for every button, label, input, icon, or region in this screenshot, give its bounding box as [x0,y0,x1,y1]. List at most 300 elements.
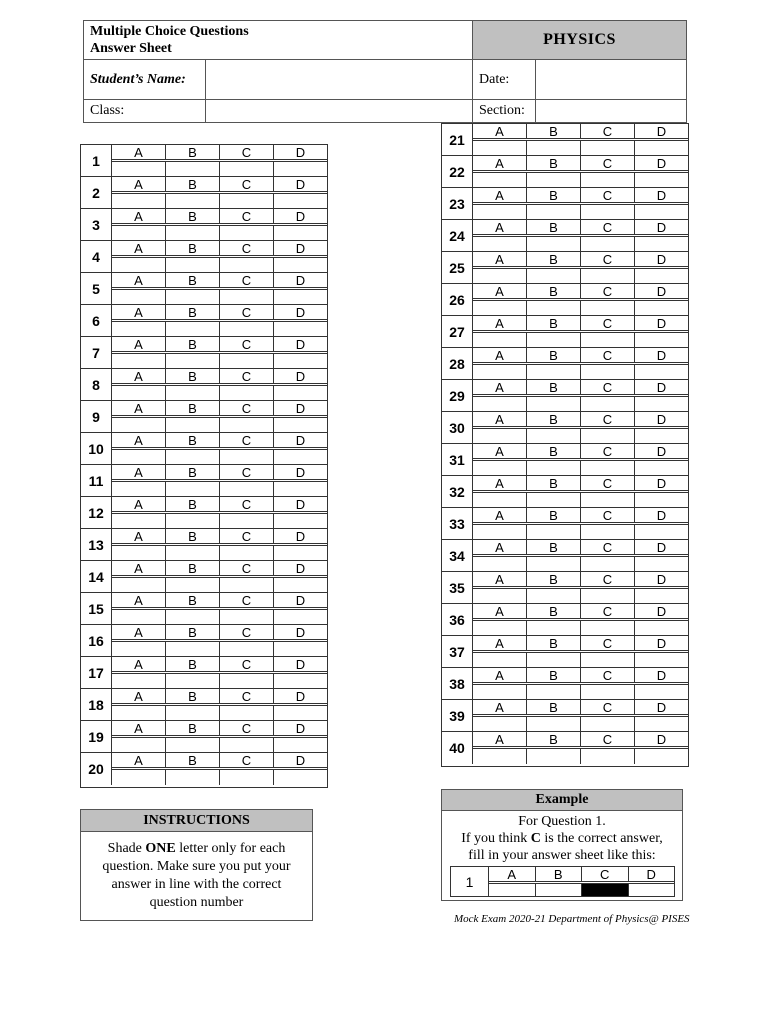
answer-bubble-c[interactable] [220,193,274,208]
answer-bubble-c[interactable] [581,236,635,251]
answer-bubble-d[interactable] [274,577,327,592]
option-label-b: B [527,476,581,490]
answer-bubble-c[interactable] [220,577,274,592]
answer-bubble-b[interactable] [527,652,581,667]
answer-bubble-c[interactable] [220,353,274,368]
answer-bubble-b[interactable] [527,492,581,507]
question-number: 36 [442,604,473,635]
option-bubbles [473,523,688,539]
answer-bubble-a[interactable] [473,172,527,187]
option-label-b: B [166,593,220,607]
example-line2-emphasis: C [530,831,541,846]
answer-bubble-a[interactable] [473,684,527,699]
answer-bubble-c[interactable] [581,428,635,443]
answer-bubble-a[interactable] [112,449,166,464]
question-row [81,497,327,529]
option-label-a: A [473,380,527,394]
answer-bubble-d[interactable] [274,673,327,688]
answer-bubble-b[interactable] [166,641,220,656]
option-label-a: A [473,732,527,746]
option-label-b: B [527,732,581,746]
answer-bubble-c[interactable] [220,449,274,464]
answer-bubble-b[interactable] [166,513,220,528]
answer-bubble-a[interactable] [112,641,166,656]
option-label-d: D [295,720,306,736]
answer-bubble-c[interactable] [220,417,274,432]
question-row [442,380,688,412]
option-label-d: D [656,507,667,523]
subject-title: PHYSICS [473,21,686,59]
answer-bubble-c[interactable] [220,673,274,688]
answer-bubble-c[interactable] [581,716,635,731]
answer-bubble-d[interactable] [274,513,327,528]
option-label-b: B [166,657,220,671]
answer-bubble-c[interactable] [220,385,274,400]
answer-bubble-c[interactable] [581,396,635,411]
answer-bubble-d[interactable] [635,716,688,731]
answer-bubble-c[interactable] [220,769,274,785]
answer-bubble-b[interactable] [527,364,581,379]
answer-bubble-d[interactable] [274,353,327,368]
option-label-b: B [166,689,220,703]
answer-bubble-d[interactable] [635,748,688,764]
answer-bubble-b[interactable] [166,769,220,785]
answer-bubble-c[interactable] [220,513,274,528]
answer-bubble-c[interactable] [220,545,274,560]
question-row [442,316,688,348]
answer-bubble-a[interactable] [473,364,527,379]
answer-bubble-d[interactable] [274,481,327,496]
answer-bubble-a[interactable] [112,161,166,176]
answer-bubble-a[interactable] [112,257,166,272]
answer-options [112,177,327,208]
question-row [442,412,688,444]
answer-bubble-d[interactable] [635,652,688,667]
answer-bubble-d[interactable] [635,172,688,187]
question-row [81,657,327,689]
answer-bubble-d[interactable] [274,769,327,785]
answer-options [112,689,327,720]
question-row [442,156,688,188]
answer-bubble-b[interactable] [166,577,220,592]
answer-bubble-c[interactable] [220,161,274,176]
answer-bubble-d[interactable] [274,705,327,720]
answer-bubble-a[interactable] [473,556,527,571]
answer-bubble-c[interactable] [581,588,635,603]
answer-bubble-b[interactable] [527,460,581,475]
answer-bubble-b[interactable] [527,172,581,187]
answer-bubble-a[interactable] [112,769,166,785]
answer-bubble-d[interactable] [635,588,688,603]
date-field[interactable] [536,60,686,99]
answer-bubble-c[interactable] [220,321,274,336]
answer-bubble-a[interactable] [489,883,536,896]
option-bubbles [473,203,688,219]
question-row [81,145,327,177]
option-label-b: B [527,508,581,522]
answer-bubble-d[interactable] [274,385,327,400]
question-row [442,444,688,476]
answer-bubble-d[interactable] [635,492,688,507]
option-labels [112,145,327,160]
option-label-d: D [656,539,667,555]
answer-bubble-b[interactable] [166,321,220,336]
option-bubbles [473,363,688,379]
answer-bubble-d[interactable] [629,883,675,896]
answer-bubble-d[interactable] [635,268,688,283]
answer-bubble-b[interactable] [166,193,220,208]
option-label-c: C [581,188,635,202]
answer-bubble-d[interactable] [635,140,688,155]
question-row [81,401,327,433]
question-number: 20 [81,753,112,785]
option-labels [473,348,688,363]
option-bubbles [473,139,688,155]
header-title-row [84,21,686,60]
option-label-b: B [166,209,220,223]
answer-bubble-a[interactable] [473,236,527,251]
answer-options [473,348,688,379]
answer-bubble-d[interactable] [635,364,688,379]
option-labels [473,540,688,555]
answer-bubble-b[interactable] [527,428,581,443]
answer-bubble-a[interactable] [112,289,166,304]
answer-bubble-c[interactable] [581,652,635,667]
option-label-b: B [166,305,220,319]
answer-bubble-b[interactable] [166,705,220,720]
answer-bubble-b[interactable] [527,140,581,155]
option-label-c: C [220,273,274,287]
answer-bubble-c[interactable] [581,172,635,187]
question-number: 19 [81,721,112,752]
answer-bubble-a[interactable] [473,140,527,155]
option-label-c: C [581,252,635,266]
option-label-d: D [656,411,667,427]
answer-bubble-a[interactable] [473,748,527,764]
option-bubbles [473,331,688,347]
answer-bubble-a[interactable] [112,705,166,720]
question-row [81,305,327,337]
answer-bubble-b[interactable] [527,300,581,315]
answer-bubble-b[interactable] [166,737,220,752]
instructions-text [81,832,312,912]
option-label-b: B [166,369,220,383]
answer-bubble-d[interactable] [635,236,688,251]
answer-bubble-b[interactable] [166,289,220,304]
answer-bubble-b[interactable] [527,332,581,347]
option-label-a: A [473,572,527,586]
option-labels [473,508,688,523]
option-labels [489,867,674,882]
option-labels [112,497,327,512]
option-labels [473,732,688,747]
answer-bubble-c[interactable] [220,257,274,272]
answer-bubble-a[interactable] [112,385,166,400]
answer-bubble-d[interactable] [274,449,327,464]
answer-options [473,700,688,731]
answer-bubble-c[interactable] [581,204,635,219]
answer-bubble-b[interactable] [536,883,583,896]
option-label-a: A [112,689,166,703]
answer-bubble-c[interactable] [581,140,635,155]
answer-bubble-a[interactable] [473,332,527,347]
option-label-a: A [473,508,527,522]
option-labels [112,689,327,704]
option-label-a: A [473,700,527,714]
sheet-title-line1: Multiple Choice Questions [90,24,249,39]
answer-options [473,188,688,219]
answer-bubble-b[interactable] [166,673,220,688]
answer-bubble-b[interactable] [527,684,581,699]
question-row [81,561,327,593]
answer-bubble-c[interactable] [581,748,635,764]
answer-bubble-c[interactable] [581,556,635,571]
option-bubbles [473,235,688,251]
option-labels [112,241,327,256]
answer-bubble-a[interactable] [112,353,166,368]
answer-bubble-c[interactable] [581,492,635,507]
option-label-a: A [112,273,166,287]
answer-bubble-d[interactable] [635,204,688,219]
answer-bubble-a[interactable] [473,620,527,635]
answer-bubble-a[interactable] [112,225,166,240]
answer-bubble-d[interactable] [274,417,327,432]
answer-bubble-c[interactable] [581,332,635,347]
answer-options [112,337,327,368]
answer-options [473,156,688,187]
question-row [81,465,327,497]
section-field[interactable] [536,100,686,122]
option-label-a: A [473,188,527,202]
answer-bubble-a[interactable] [112,673,166,688]
option-bubbles [112,192,327,208]
option-label-a: A [112,497,166,511]
answer-bubble-a[interactable] [112,417,166,432]
answer-grid-left [80,144,328,788]
option-label-d: D [295,752,306,768]
answer-bubble-d[interactable] [635,556,688,571]
answer-bubble-b[interactable] [166,609,220,624]
answer-bubble-c[interactable] [220,609,274,624]
answer-bubble-d[interactable] [635,332,688,347]
answer-bubble-b[interactable] [527,620,581,635]
option-label-a: A [112,401,166,415]
option-label-a: A [112,209,166,223]
option-bubbles [473,619,688,635]
answer-bubble-b[interactable] [527,588,581,603]
option-label-c: C [581,540,635,554]
question-number: 30 [442,412,473,443]
option-labels [473,124,688,139]
option-label-a: A [473,476,527,490]
answer-bubble-b[interactable] [166,385,220,400]
option-label-b: B [527,284,581,298]
answer-bubble-d[interactable] [274,609,327,624]
answer-bubble-b[interactable] [527,236,581,251]
answer-bubble-a[interactable] [473,652,527,667]
answer-bubble-a[interactable] [112,481,166,496]
class-field[interactable] [206,100,473,122]
answer-bubble-b[interactable] [527,396,581,411]
answer-bubble-b[interactable] [166,449,220,464]
option-label-c: C [581,572,635,586]
question-number: 38 [442,668,473,699]
answer-options [112,561,327,592]
option-labels [112,209,327,224]
answer-bubble-d[interactable] [274,161,327,176]
answer-bubble-d[interactable] [635,524,688,539]
question-number: 4 [81,241,112,272]
answer-bubble-c[interactable] [581,300,635,315]
answer-bubble-c[interactable] [581,620,635,635]
option-bubbles [112,224,327,240]
header-name-row [84,60,686,100]
question-row [442,508,688,540]
answer-bubble-d[interactable] [274,321,327,336]
answer-bubble-a[interactable] [112,737,166,752]
answer-options [112,305,327,336]
option-bubbles [112,672,327,688]
answer-bubble-c[interactable] [581,364,635,379]
answer-bubble-d[interactable] [274,225,327,240]
option-label-c: C [581,444,635,458]
answer-bubble-d[interactable] [274,193,327,208]
student-name-field[interactable] [206,60,473,99]
option-bubbles [112,608,327,624]
answer-bubble-a[interactable] [473,268,527,283]
answer-bubble-d[interactable] [635,460,688,475]
answer-bubble-a[interactable] [473,428,527,443]
answer-bubble-d[interactable] [635,396,688,411]
question-number: 5 [81,273,112,304]
question-row [81,369,327,401]
option-label-d: D [295,464,306,480]
answer-bubble-d[interactable] [635,620,688,635]
option-labels [473,444,688,459]
answer-bubble-a[interactable] [112,193,166,208]
answer-bubble-b[interactable] [166,353,220,368]
answer-bubble-a[interactable] [473,588,527,603]
answer-options [489,867,674,896]
answer-bubble-c[interactable] [581,684,635,699]
answer-bubble-a[interactable] [473,300,527,315]
option-labels [473,220,688,235]
answer-bubble-b[interactable] [166,161,220,176]
question-number: 26 [442,284,473,315]
question-row [442,540,688,572]
answer-bubble-d[interactable] [635,428,688,443]
answer-bubble-d[interactable] [274,641,327,656]
option-label-d: D [295,176,306,192]
answer-bubble-c[interactable] [581,524,635,539]
answer-bubble-c[interactable] [582,883,629,896]
option-label-c: C [220,177,274,191]
option-bubbles [473,555,688,571]
option-bubbles [473,587,688,603]
answer-bubble-b[interactable] [527,716,581,731]
option-label-d: D [656,635,667,651]
answer-bubble-a[interactable] [473,204,527,219]
option-label-c: C [581,508,635,522]
answer-bubble-c[interactable] [220,289,274,304]
answer-bubble-a[interactable] [112,321,166,336]
option-labels [473,636,688,651]
answer-bubble-c[interactable] [581,460,635,475]
answer-bubble-d[interactable] [635,300,688,315]
option-labels [473,316,688,331]
option-bubbles [112,512,327,528]
answer-bubble-d[interactable] [274,737,327,752]
answer-bubble-a[interactable] [473,716,527,731]
answer-options [473,412,688,443]
option-label-c: C [581,732,635,746]
answer-bubble-b[interactable] [527,524,581,539]
answer-bubble-b[interactable] [166,225,220,240]
answer-bubble-b[interactable] [527,748,581,764]
answer-bubble-b[interactable] [527,268,581,283]
option-label-d: D [295,432,306,448]
answer-bubble-d[interactable] [274,257,327,272]
answer-bubble-c[interactable] [581,268,635,283]
answer-bubble-a[interactable] [473,524,527,539]
answer-bubble-c[interactable] [220,705,274,720]
answer-bubble-c[interactable] [220,225,274,240]
option-label-c: C [581,412,635,426]
option-label-a: A [112,433,166,447]
answer-bubble-a[interactable] [473,460,527,475]
class-label: Class: [84,100,206,122]
example-text [442,811,682,864]
answer-options [112,593,327,624]
answer-bubble-b[interactable] [166,417,220,432]
question-number: 9 [81,401,112,432]
answer-bubble-b[interactable] [527,204,581,219]
question-number: 21 [442,124,473,155]
option-label-a: A [112,625,166,639]
option-bubbles [112,736,327,752]
answer-bubble-a[interactable] [112,577,166,592]
answer-bubble-a[interactable] [112,609,166,624]
answer-bubble-c[interactable] [220,737,274,752]
answer-bubble-a[interactable] [112,513,166,528]
answer-bubble-d[interactable] [274,545,327,560]
option-label-a: A [112,593,166,607]
answer-bubble-a[interactable] [473,396,527,411]
answer-bubble-b[interactable] [166,545,220,560]
answer-bubble-b[interactable] [166,481,220,496]
option-bubbles [112,288,327,304]
answer-bubble-c[interactable] [220,641,274,656]
answer-bubble-c[interactable] [220,481,274,496]
answer-bubble-d[interactable] [274,289,327,304]
question-number: 29 [442,380,473,411]
answer-bubble-b[interactable] [527,556,581,571]
answer-bubble-d[interactable] [635,684,688,699]
option-label-b: B [536,867,583,881]
answer-bubble-a[interactable] [473,492,527,507]
option-label-c: C [581,668,635,682]
answer-bubble-a[interactable] [112,545,166,560]
option-labels [473,412,688,427]
option-label-c: C [581,348,635,362]
answer-bubble-b[interactable] [166,257,220,272]
option-label-c: C [220,561,274,575]
question-row [81,209,327,241]
option-bubbles [473,651,688,667]
question-number: 34 [442,540,473,571]
answer-grid-right [441,123,689,767]
example-line2-end: is the correct answer, [540,831,663,846]
